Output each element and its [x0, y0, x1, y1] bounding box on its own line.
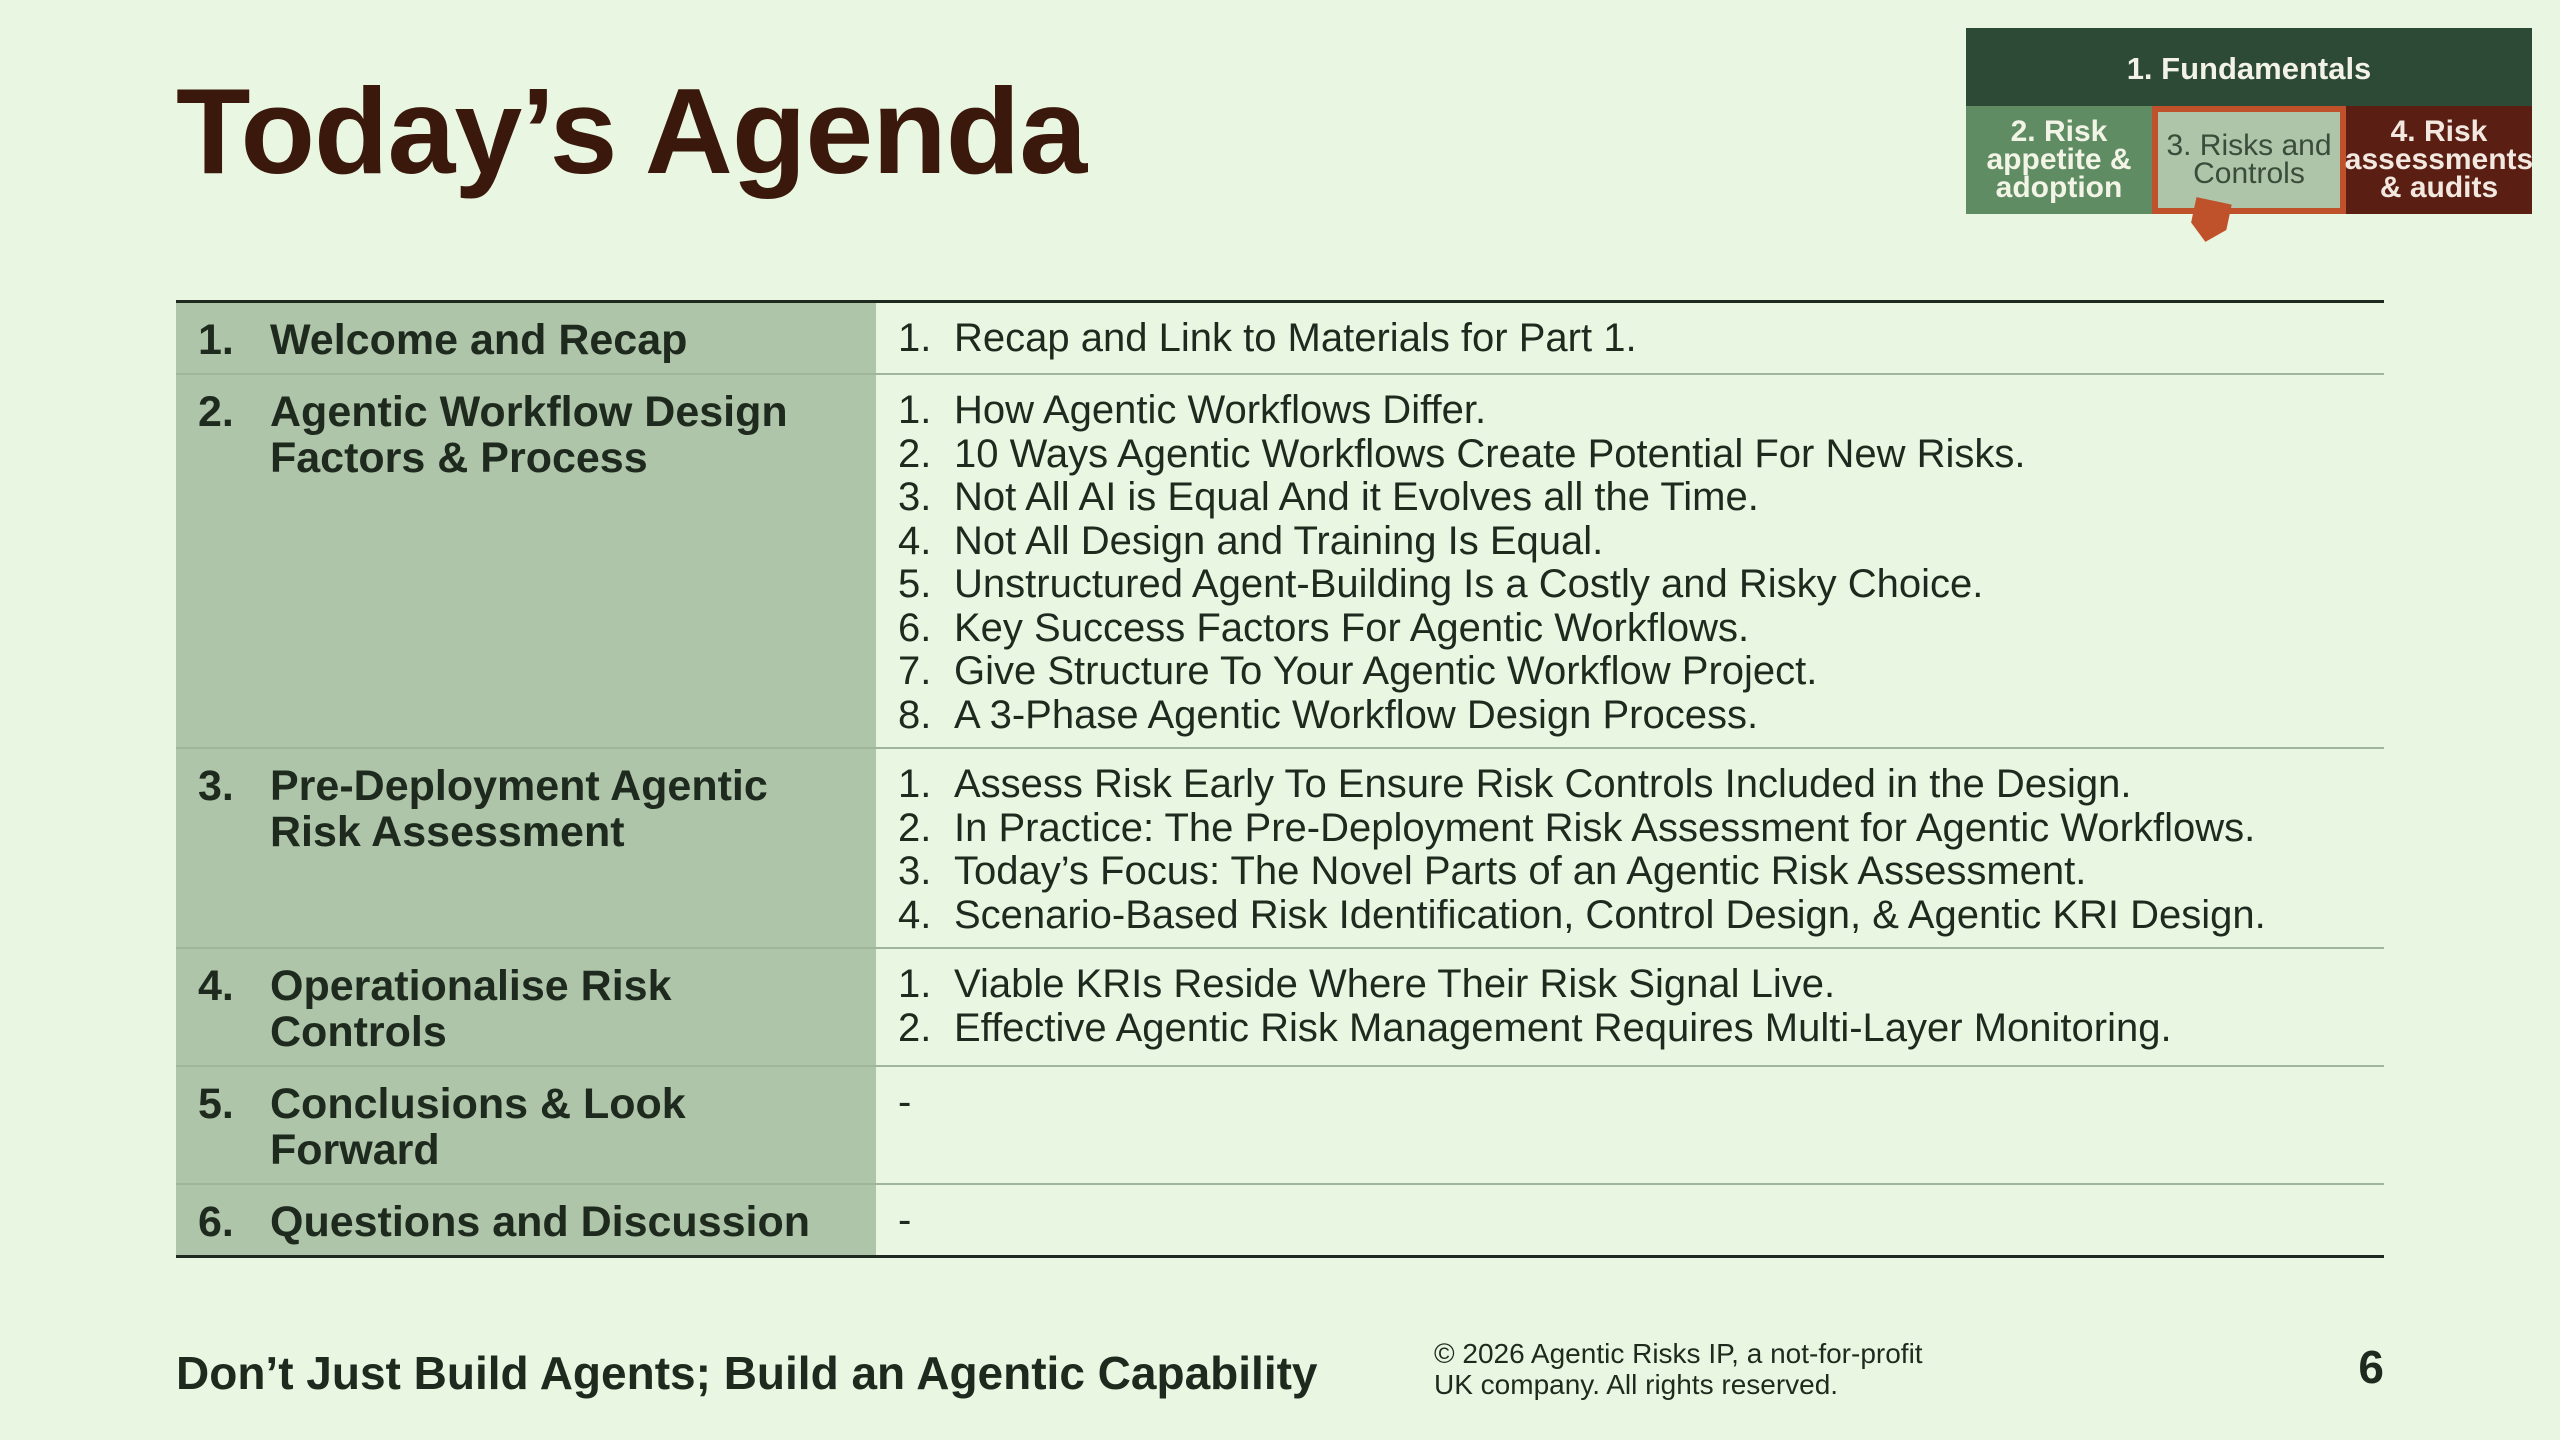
section-title: [270, 1199, 810, 1245]
agenda-item: [898, 963, 2364, 1007]
item-text: Scenario-Based Risk Identification, Control Design, & Agentic KRI Design.: [954, 892, 2266, 937]
item-text: In Practice: The Pre-Deployment Risk Assessment for Agentic Workflows.: [954, 805, 2256, 850]
agenda-items: [876, 1067, 2384, 1183]
nav-risks-controls-current: [2152, 106, 2346, 214]
agenda-item: [898, 520, 2364, 564]
agenda-item: [898, 650, 2364, 694]
section-title-line: Risk Assessment: [270, 808, 625, 856]
agenda-section: [176, 949, 876, 1065]
item-number: 5.: [898, 562, 932, 606]
agenda-item: [898, 807, 2364, 851]
agenda-section: [176, 1067, 876, 1183]
nav-line: assessments: [2344, 143, 2534, 176]
agenda-item: [898, 1199, 2364, 1243]
agenda-row: [176, 1067, 2384, 1185]
agenda-item: [898, 1081, 2364, 1125]
section-title-line: Agentic Workflow Design: [270, 388, 788, 436]
item-text: Effective Agentic Risk Management Requires Multi-Layer Monitoring.: [954, 1005, 2172, 1050]
agenda-row: [176, 375, 2384, 749]
item-number: 1.: [898, 962, 932, 1006]
item-text: Not All Design and Training Is Equal.: [954, 518, 1604, 563]
agenda-item: [898, 763, 2364, 807]
item-number: 1.: [898, 762, 932, 806]
agenda-section: [176, 303, 876, 373]
item-text: -: [898, 1080, 912, 1124]
section-navigator: [1966, 28, 2532, 214]
nav-line: adoption: [1995, 171, 2123, 204]
item-text: Unstructured Agent-Building Is a Costly and Risky Choice.: [954, 562, 1984, 606]
item-text: Recap and Link to Materials for Part 1.: [954, 316, 1637, 360]
section-title-line: Factors & Process: [270, 434, 648, 482]
item-number: 3.: [898, 849, 932, 893]
agenda-row: [176, 1185, 2384, 1255]
section-title: [270, 963, 856, 1055]
agenda-items: [876, 1185, 2384, 1255]
section-number: 6.: [198, 1198, 234, 1246]
agenda-item: [898, 389, 2364, 433]
copyright-line: UK company. All rights reserved.: [1434, 1369, 1839, 1400]
item-number: 1.: [898, 388, 932, 432]
item-text: A 3-Phase Agentic Workflow Design Process.: [954, 692, 1759, 737]
section-title-line: Welcome and Recap: [270, 316, 688, 364]
agenda-item: [898, 476, 2364, 520]
agenda-items: [876, 949, 2384, 1065]
agenda-item: [898, 850, 2364, 894]
agenda-section: [176, 749, 876, 947]
agenda-row: [176, 749, 2384, 949]
section-title-line: Conclusions & Look Forward: [270, 1080, 686, 1174]
copyright-line: © 2026 Agentic Risks IP, a not-for-profit: [1434, 1338, 1923, 1369]
agenda-item: [898, 607, 2364, 651]
nav-fundamentals: 1. Fundamentals: [1966, 28, 2532, 108]
agenda-table: [176, 300, 2384, 1258]
nav-line: 4. Risk: [2390, 115, 2488, 148]
item-number: 2.: [898, 431, 932, 476]
agenda-items: [876, 375, 2384, 747]
item-text: How Agentic Workflows Differ.: [954, 388, 1487, 432]
agenda-item: [898, 1007, 2364, 1051]
section-number: 2.: [198, 388, 234, 436]
agenda-items: [876, 749, 2384, 947]
page-number: 6: [2358, 1341, 2384, 1393]
footer-copyright: [1434, 1338, 1994, 1400]
item-number: 2.: [898, 805, 932, 850]
section-number: 3.: [198, 762, 234, 810]
section-title: [270, 763, 768, 937]
item-number: 6.: [898, 605, 932, 650]
nav-line: 2. Risk: [2010, 115, 2108, 148]
section-title-line: Pre-Deployment Agentic: [270, 762, 768, 810]
item-text: Today’s Focus: The Novel Parts of an Agentic Risk Assessment.: [954, 849, 2087, 893]
footer-tagline: Don’t Just Build Agents; Build an Agentic Capability: [176, 1347, 1318, 1399]
item-text: Not All AI is Equal And it Evolves all the Time.: [954, 475, 1759, 519]
item-text: -: [898, 1198, 912, 1242]
item-text: Assess Risk Early To Ensure Risk Controls Included in the Design.: [954, 762, 2132, 806]
agenda-item: [898, 433, 2364, 477]
item-number: 4.: [898, 518, 932, 563]
agenda-item: [898, 563, 2364, 607]
agenda-item: [898, 317, 2364, 361]
agenda-item: [898, 694, 2364, 738]
agenda-items: [876, 303, 2384, 373]
item-text: Key Success Factors For Agentic Workflows.: [954, 605, 1750, 650]
agenda-row: [176, 303, 2384, 375]
item-text: 10 Ways Agentic Workflows Create Potential For New Risks.: [954, 431, 2026, 476]
nav-line: & audits: [2379, 171, 2499, 204]
nav-line: Controls: [2193, 157, 2305, 190]
section-number: 1.: [198, 316, 234, 364]
nav-risk-appetite: [1966, 106, 2152, 214]
section-title: [270, 317, 687, 363]
agenda-section: [176, 1185, 876, 1255]
nav-line: 3. Risks and: [2166, 129, 2332, 162]
section-title: [270, 389, 788, 737]
section-number: 4.: [198, 962, 234, 1010]
item-number: 4.: [898, 892, 932, 937]
item-text: Viable KRIs Reside Where Their Risk Signal Live.: [954, 962, 1836, 1006]
section-title-line: Operationalise Risk Controls: [270, 962, 672, 1056]
section-title-line: Questions and Discussion: [270, 1198, 810, 1246]
item-number: 1.: [898, 316, 932, 360]
item-number: 7.: [898, 649, 932, 693]
section-title: [270, 1081, 856, 1173]
agenda-item: [898, 894, 2364, 938]
item-number: 3.: [898, 475, 932, 519]
slide-title: Today’s Agenda: [176, 63, 1087, 199]
section-number: 5.: [198, 1080, 234, 1128]
agenda-section: [176, 375, 876, 747]
item-text: Give Structure To Your Agentic Workflow Project.: [954, 649, 1818, 693]
item-number: 2.: [898, 1005, 932, 1050]
current-section-marker-icon: [2184, 196, 2232, 244]
item-number: 8.: [898, 692, 932, 737]
nav-line: appetite &: [1986, 143, 2132, 176]
agenda-row: [176, 949, 2384, 1067]
nav-risk-assessments: [2346, 106, 2532, 214]
